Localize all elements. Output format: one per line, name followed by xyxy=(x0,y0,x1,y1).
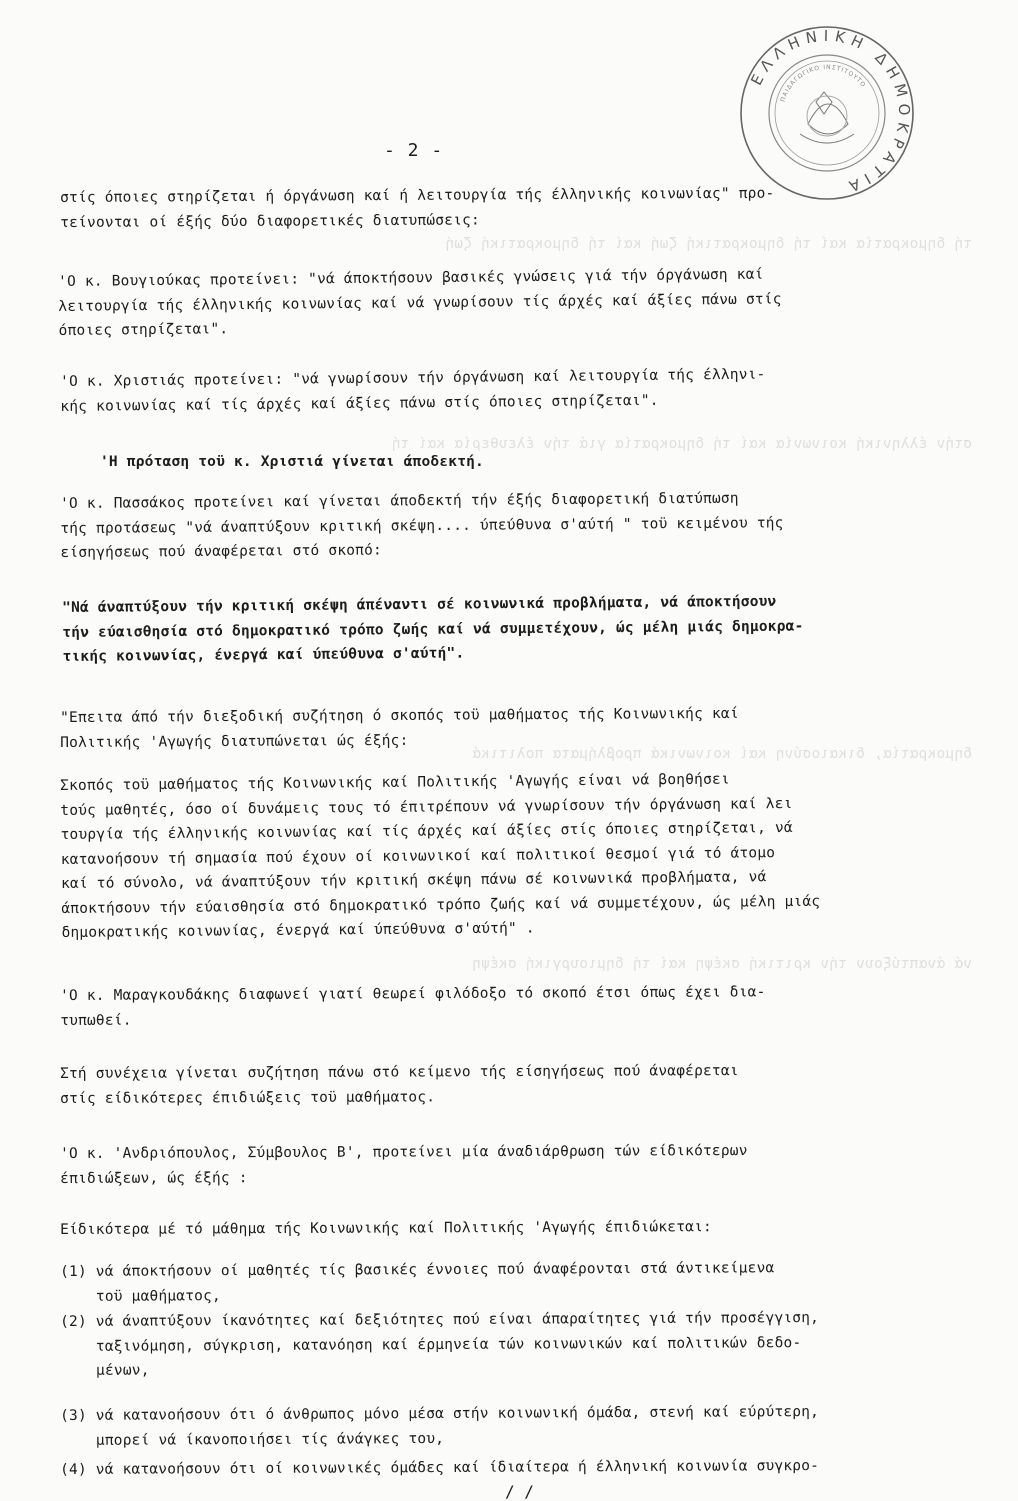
list-item-4: (4) νά κατανοήσουν ότι οί κοινωνικές όμάδες καί ίδιαίτερα ή έλληνική κοινωνία συγκρο- xyxy=(60,1458,820,1478)
bleed-through-text: στήν έλληνική κοινωνία καί τή δημοκρατία γιά τήν έλευθερία καί τή xyxy=(391,436,972,452)
svg-text:ΠΑΙΔΑΓΩΓΙΚΟ ΙΝΣΤΙΤΟΥΤΟ xyxy=(780,64,868,103)
bleed-through-text: τή δημοκρατία καί τή δημοκρατική ζωή καί τή δημοκρατική ζωή xyxy=(445,236,972,252)
paragraph-intro: στίς όποιες στηρίζεται ή όργάνωση καί ή λειτουργία τής έλληνικής κοινωνίας" προ- τείνονται οί έξής δύο διαφορετικές διατυπώσεις: xyxy=(60,185,775,231)
seal-outer-text: ΕΛΛΗΝΙΚΗ ΔΗΜΟΚΡΑΤΙΑ xyxy=(747,26,914,198)
page-number: - 2 - xyxy=(384,140,444,161)
paragraph-discussion: "Επειτα άπό τήν διεξοδική συζήτηση ό σκοπός τοϋ μαθήματος τής Κοινωνικής καί Πολιτικής 'Αγωγής διατυπώνεται ώς έξής: xyxy=(60,705,739,751)
list-item-1: (1) νά άποκτήσουν οί μαθητές τίς βασικές έννοιες πού άναφέρονται στά άντικείμενα τοϋ μαθήματος, xyxy=(60,1260,775,1305)
paragraph-vougioukas: 'Ο κ. Βουγιούκας προτείνει: "νά άποκτήσουν βασικές γνώσεις γιά τήν όργάνωση καί λειτουργία τής έλληνικής κοινωνίας καί νά γνωρίσουν τίς άρχές καί άξίες πάνω στίς όποιες στηρίζεται". xyxy=(58,266,782,339)
bleed-through-text: νά άναπτύξουν τήν κριτική σκέψη καί τή δημιουργική σκέψη xyxy=(471,956,972,972)
paragraph-specific-aims-heading: Είδικότερα μέ τό μάθημα τής Κοινωνικής καί Πολιτικής 'Αγωγής έπιδιώκεται: xyxy=(60,1219,712,1238)
official-seal xyxy=(738,24,916,202)
seal-inner-text: ΠΑΙΔΑΓΩΓΙΚΟ ΙΝΣΤΙΤΟΥΤΟ xyxy=(779,63,868,103)
paragraph-passakos: 'Ο κ. Πασσάκος προτείνει καί γίνεται άποδεκτή τήν έξής διαφορετική διατύπωση τής προτάσεως "νά άναπτύξουν κριτική σκέψη.... ύπεύθυνα σ'αύτή " τοϋ κειμένου τής είσηγήσεως πού άναφέρεται στό σκοπό: xyxy=(60,490,784,561)
paragraph-andriopoulos: 'Ο κ. 'Ανδριόπουλος, Σύμβουλος Β', προτείνει μία άναδιάρθρωση τών είδικότερων έπιδιώξεων, ώς έξής : xyxy=(60,1142,748,1187)
paragraph-further-discussion: Στή συνέχεια γίνεται συζήτηση πάνω στό κείμενο τής είσηγήσεως πού άναφέρεται στίς είδικότερες έπιδιώξεις τοϋ μαθήματος. xyxy=(60,1063,739,1107)
paragraph-christias: 'Ο κ. Χριστιάς προτείνει: "νά γνωρίσουν τήν όργάνωση καί λειτουργία τής έλληνι- κής κοινωνίας καί τίς άρχές καί άξίες πάνω στίς όποιες στηρίζεται". xyxy=(60,366,766,415)
bleed-through-text: δημοκρατία, δικαιοσύνη καί κοινωνικά προβλήματα πολιτικά xyxy=(471,746,972,762)
paragraph-aim: Σκοπός τοϋ μαθήματος τής Κοινωνικής καί Πολιτικής 'Αγωγής είναι νά βοηθήσει tούς μαθητές, όσο οί δυνάμεις τους τό έπιτρέπουν νά γνωρίσουν τήν όργάνωση καί λει τουργία τής έλληνικής κοινωνίας καί τίς άρχές καί άξίες στίς όποιες στηρίζεται, νά κατανοήσουν τή σημασία πού έχουν οί κοινωνικοί καί πολιτικοί θεσμοί γιά τό άτομο καί τό σύνολο, νά άναπτύξουν τήν κριτική σκέψη πάνω σέ κοινωνικά προβλήματα, νά άποκτήσουν τήν εύαισθησία στό δημοκρατικό τρόπο ζωής καί νά συμμετέχουν, ώς μέλη μιάς δημοκρατικής κοινωνίας, ένεργά καί ύπεύθυνα σ'αύτή" . xyxy=(60,771,821,941)
list-item-3: (3) νά κατανοήσουν ότι ό άνθρωπος μόνο μέσα στήν κοινωνική όμάδα, στενή καί εύρύτερη, μπορεί νά ίκανοποιήσει τίς άνάγκες του, xyxy=(60,1404,820,1449)
paragraph-proposal-quote: "Νά άναπτύξουν τήν κριτική σκέψη άπέναντι σέ κοινωνικά προβλήματα, νά άποκτήσουν τήν εύαισθησία στό δημοκρατικό τρόπο ζωής καί νά συμμετέχουν, ώς μέλη μιάς δημοκρα- τικής κοινωνίας, ένεργά καί ύπεύθυνα σ'αύτή". xyxy=(62,593,804,665)
continuation-mark: / / xyxy=(505,1482,534,1501)
list-item-2: (2) νά άναπτύξουν ίκανότητες καί δεξιότητες πού είναι άπαραίτητες γιά τήν προσέγγιση, ταξινόμηση, σύγκριση, κατανόηση καί έρμηνεία τών κοινωνικών καί πολιτικών δεδο- μένων, xyxy=(60,1310,820,1379)
paragraph-maragkoudakis: 'Ο κ. Μαραγκουδάκης διαφωνεί γιατί θεωρεί φιλόδοξο τό σκοπό έτσι όπως έχει δια- τυπωθεί. xyxy=(60,984,766,1029)
paragraph-acceptance: 'Η πρόταση τοϋ κ. Χριστιά γίνεται άποδεκτή. xyxy=(100,454,484,470)
